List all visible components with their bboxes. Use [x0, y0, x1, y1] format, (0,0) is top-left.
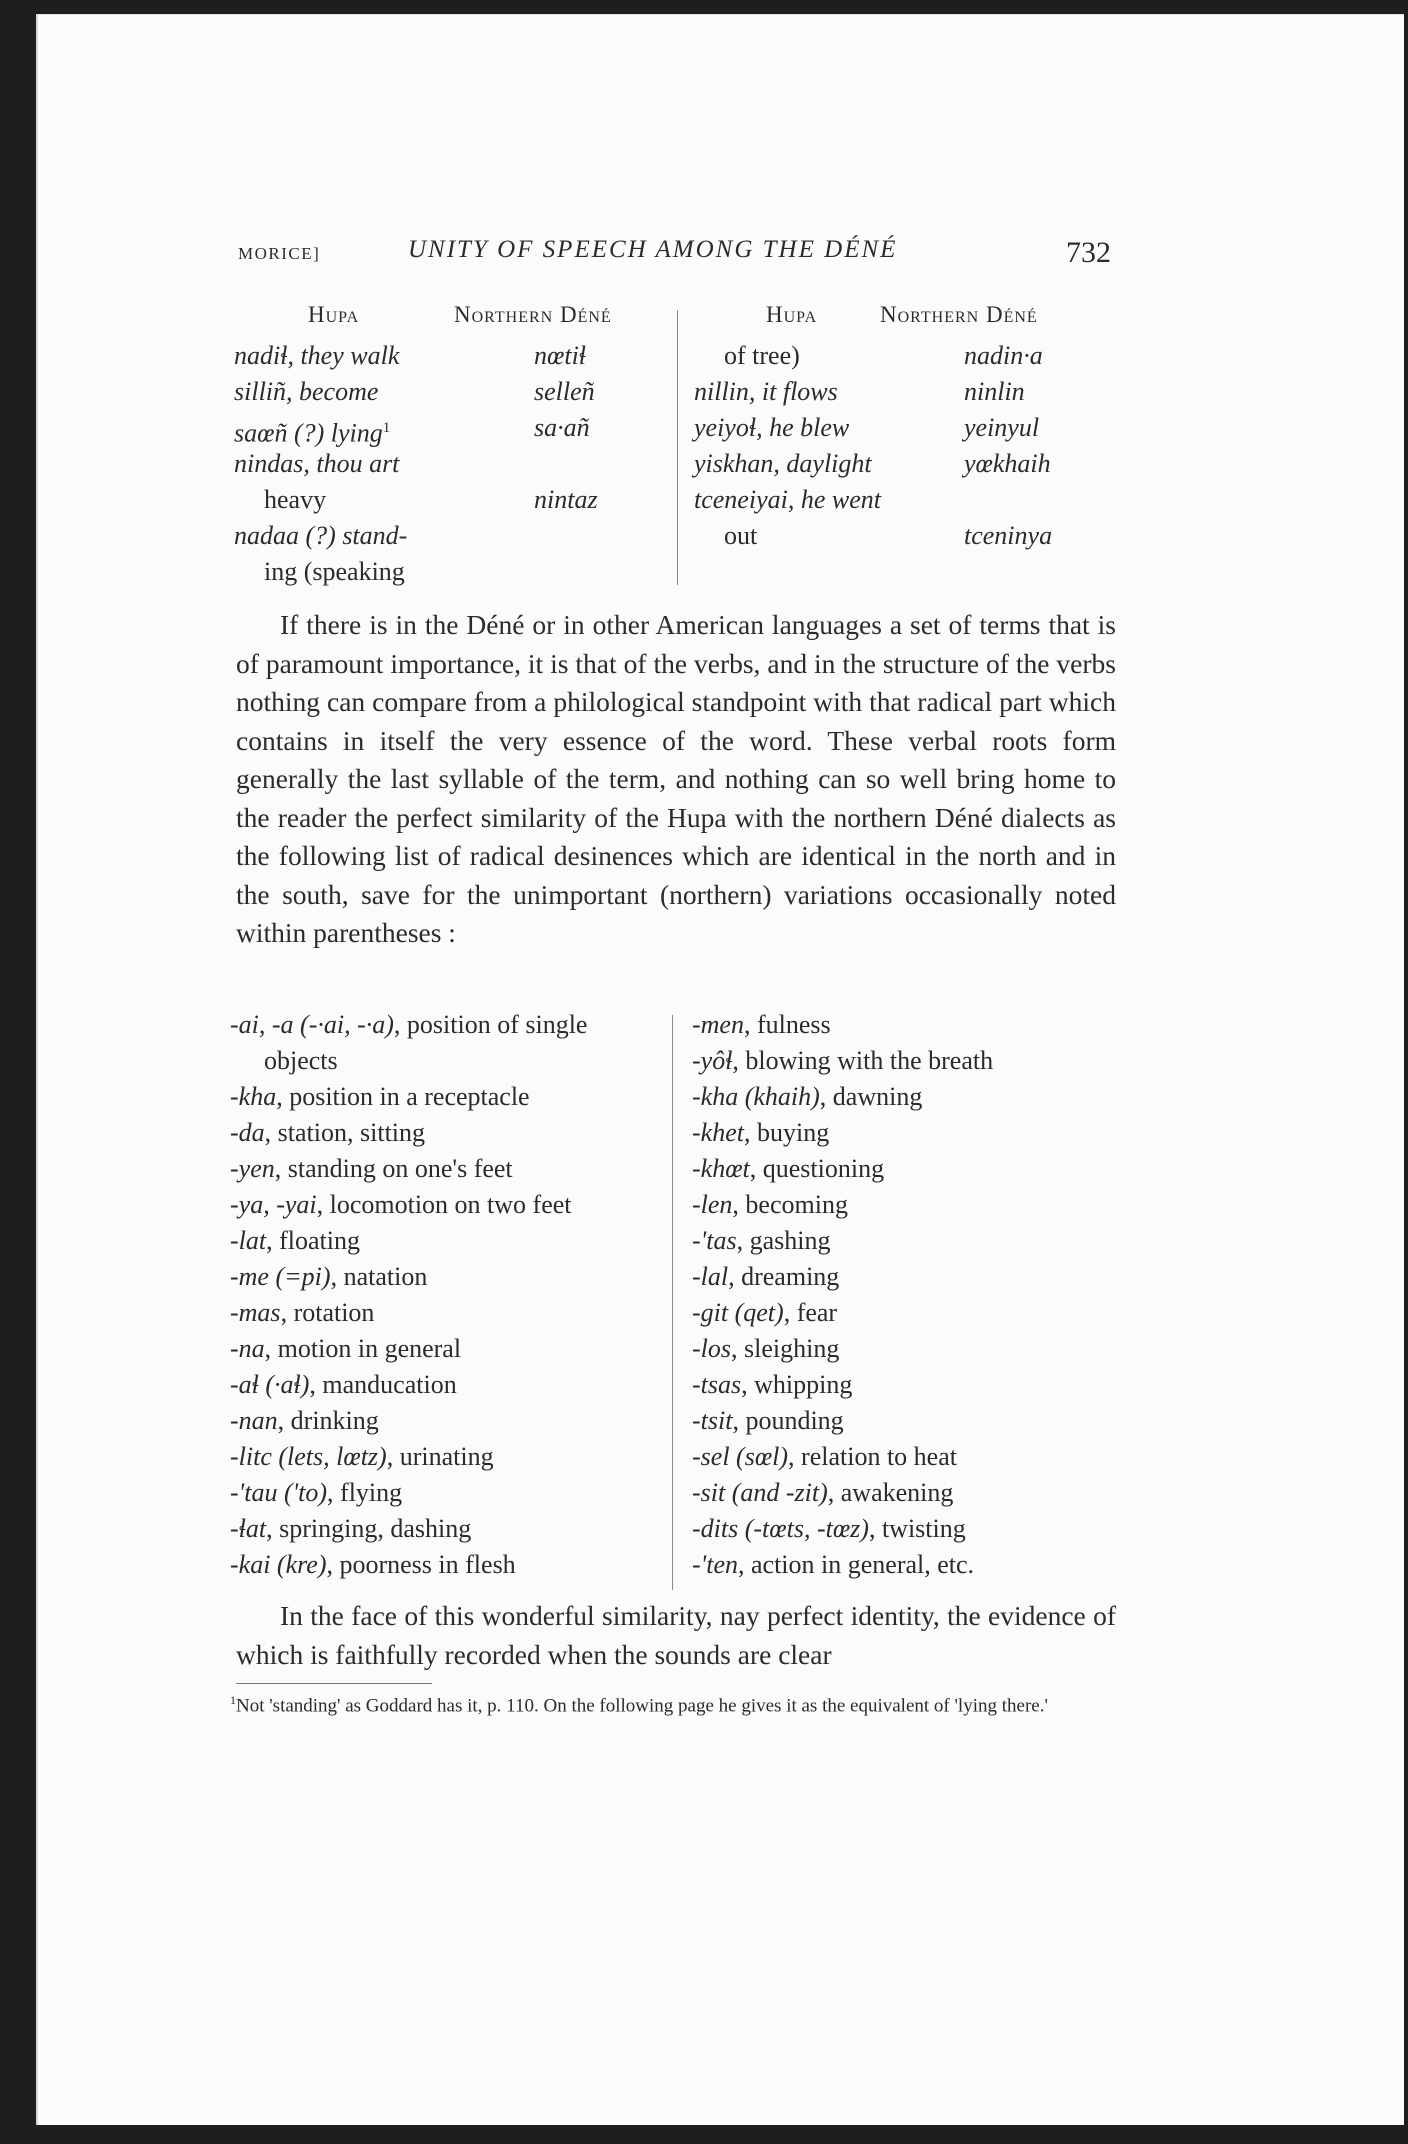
radical-entry [692, 1475, 1112, 1511]
radical-root: -aɬ (·aɬ) [230, 1370, 310, 1399]
radical-root: -len [692, 1190, 733, 1219]
radical-entry [230, 1547, 670, 1583]
radical-root: -yôɬ [692, 1046, 733, 1075]
hupa-term-text: yeiyoɬ, he blew [694, 413, 850, 442]
radical-meaning: , dreaming [728, 1262, 840, 1291]
radical-root: -'tau ('to) [230, 1478, 328, 1507]
radical-entry [230, 1007, 670, 1043]
radical-meaning: , locomotion on two feet [316, 1190, 572, 1219]
radical-meaning: , flying [327, 1478, 403, 1507]
radical-entry [230, 1151, 670, 1187]
footnote [230, 1688, 1116, 1718]
radical-meaning: , poorness in flesh [326, 1550, 516, 1579]
radical-root: -tsas [692, 1370, 742, 1399]
radical-entry [230, 1223, 670, 1259]
radical-root: -men [692, 1010, 744, 1039]
radical-meaning: , position of single [393, 1010, 588, 1039]
radical-meaning: , pounding [732, 1406, 844, 1435]
vocab-row [694, 374, 1118, 410]
col-header-northern: Northern Déné [454, 302, 612, 327]
body-paragraph-1: If there is in the Déné or in other American languages a set of terms that is of paramount importance, it is that of the verbs, and in the structure of the verbs nothing can compare from a philological standpoint with that radical part which contains in itself the very essence of the word. These verbal roots form generally the last syllable of the term, and nothing can so well bring home to the reader the perfect similarity of the Hupa with the northern Déné dialects as the following list of radical desinences which are identical in the north and in the south, save for the unimportant (northern) variations occasionally noted within parentheses : [236, 609, 1116, 948]
radical-entry [230, 1367, 670, 1403]
radical-meaning: , becoming [732, 1190, 848, 1219]
radical-meaning: , relation to heat [788, 1442, 957, 1471]
running-header [0, 236, 1408, 286]
radical-meaning: , springing, dashing [266, 1514, 472, 1543]
radical-entry [230, 1511, 670, 1547]
radical-meaning: , blowing with the breath [732, 1046, 994, 1075]
radical-meaning: , buying [743, 1118, 830, 1147]
radical-entry [230, 1331, 670, 1367]
hupa-term [694, 374, 838, 410]
radical-root: -ai, -a (-·ai, -·a) [230, 1010, 394, 1039]
radical-meaning: , whipping [741, 1370, 853, 1399]
radical-root: -lat [230, 1226, 267, 1255]
vocab-right-column [694, 302, 1118, 554]
hupa-term: heavy [264, 485, 327, 514]
radical-entry [692, 1043, 1112, 1079]
northern-term: sa·añ [534, 413, 590, 442]
radical-meaning: , fulness [743, 1010, 831, 1039]
northern-term: selleñ [534, 377, 595, 406]
radical-entry [692, 1187, 1112, 1223]
vocab-left-column [234, 302, 674, 590]
northern-term: tceninya [964, 521, 1053, 550]
radical-root: -sel (sœl) [692, 1442, 789, 1471]
hupa-term: out [724, 521, 758, 550]
radical-meaning: , questioning [749, 1154, 885, 1183]
radical-entry [230, 1043, 670, 1079]
radical-root: -ɬat [230, 1514, 267, 1543]
vocab-row [234, 410, 674, 446]
hupa-term-text: nindas, thou art [234, 449, 400, 478]
radical-root: -kha (khaih) [692, 1082, 820, 1111]
vocab-row [234, 374, 674, 410]
radical-root: -los [692, 1334, 731, 1363]
col-header-northern: Northern Déné [880, 302, 1038, 327]
radical-root: -nan [230, 1406, 278, 1435]
vocab-row [234, 446, 674, 482]
hupa-term: ing (speaking [264, 557, 405, 586]
hupa-term-text: saœñ (?) lying [234, 418, 383, 448]
radical-root: -git (qet) [692, 1298, 784, 1327]
column-divider [677, 310, 678, 585]
northern-term: nadin·a [964, 341, 1043, 370]
radical-entry [230, 1475, 670, 1511]
radical-entry [230, 1079, 670, 1115]
footnote-marker: 1 [230, 1693, 236, 1707]
col-header-hupa: Hupa [308, 302, 360, 327]
header-author: MORICE] [238, 244, 321, 263]
radical-root: -da [230, 1118, 265, 1147]
radical-entry [692, 1403, 1112, 1439]
hupa-term [694, 482, 881, 518]
radical-entry [692, 1295, 1112, 1331]
radical-meaning: , action in general, etc. [737, 1550, 975, 1579]
hupa-term-text: yiskhan, daylight [694, 449, 872, 478]
radical-root: -lal [692, 1262, 729, 1291]
radical-meaning: , position in a receptacle [276, 1082, 530, 1111]
hupa-term-text: nadaa (?) stand- [234, 521, 408, 550]
radical-root: -yen [230, 1154, 275, 1183]
radical-meaning: , manducation [309, 1370, 457, 1399]
radical-root: -me (=pi) [230, 1262, 331, 1291]
northern-term: nœtiɬ [534, 341, 587, 370]
hupa-term [234, 338, 399, 374]
vocab-row [694, 410, 1118, 446]
radical-meaning: , standing on one's feet [274, 1154, 513, 1183]
vocab-row [234, 554, 674, 590]
vocab-row [234, 482, 674, 518]
radical-meaning: objects [264, 1046, 338, 1075]
vocab-row [234, 518, 674, 554]
hupa-term-text: nillin, it flows [694, 377, 838, 406]
radical-entry [692, 1331, 1112, 1367]
radical-entry [692, 1079, 1112, 1115]
radical-meaning: , urinating [386, 1442, 494, 1471]
radical-meaning: , station, sitting [264, 1118, 426, 1147]
radical-root: -khet [692, 1118, 744, 1147]
header-title: UNITY OF SPEECH AMONG THE DÉNÉ [408, 236, 898, 263]
page-number: 732 [1066, 236, 1111, 269]
radical-root: -'tas [692, 1226, 737, 1255]
vocab-left-header [234, 302, 674, 338]
radical-meaning: , rotation [280, 1298, 375, 1327]
radical-entry [230, 1295, 670, 1331]
radical-root: -'ten [692, 1550, 738, 1579]
col-header-hupa: Hupa [766, 302, 818, 327]
radical-entry [692, 1439, 1112, 1475]
radical-entry [692, 1007, 1112, 1043]
radical-root: -kai (kre) [230, 1550, 327, 1579]
radicals-right-column [692, 1007, 1112, 1583]
radical-entry [230, 1403, 670, 1439]
footnote-marker: 1 [382, 420, 391, 436]
radical-meaning: , fear [783, 1298, 838, 1327]
footnote-rule [236, 1683, 432, 1684]
radical-root: -ya, -yai [230, 1190, 317, 1219]
radical-meaning: , floating [266, 1226, 360, 1255]
hupa-term-text: silliñ, become [234, 377, 379, 406]
radical-root: -na [230, 1334, 265, 1363]
radical-root: -tsit [692, 1406, 733, 1435]
hupa-term [234, 446, 399, 482]
radical-meaning: , sleighing [731, 1334, 840, 1363]
northern-term: nintaz [534, 485, 598, 514]
radical-meaning: , awakening [827, 1478, 954, 1507]
radical-meaning: , drinking [277, 1406, 379, 1435]
vocabulary-table [234, 302, 1118, 590]
radical-entry [692, 1151, 1112, 1187]
radical-entry [230, 1115, 670, 1151]
radical-root: -mas [230, 1298, 281, 1327]
radical-meaning: , natation [330, 1262, 428, 1291]
radical-meaning: , dawning [819, 1082, 923, 1111]
radical-root: -kha [230, 1082, 277, 1111]
radical-root: -khœt [692, 1154, 750, 1183]
northern-term: ninlin [964, 377, 1025, 406]
radical-root: -litc (lets, lœtz) [230, 1442, 387, 1471]
radical-entry [230, 1187, 670, 1223]
hupa-term [694, 446, 872, 482]
radical-meaning: , motion in general [264, 1334, 462, 1363]
vocab-row [694, 518, 1118, 554]
radical-entry [692, 1259, 1112, 1295]
radical-meaning: , gashing [736, 1226, 831, 1255]
radicals-left-column [230, 1007, 670, 1583]
radical-entry [692, 1547, 1112, 1583]
hupa-term-text: nadiɬ, they walk [234, 341, 400, 370]
vocab-row [234, 338, 674, 374]
hupa-term [694, 410, 849, 446]
column-divider [672, 1015, 673, 1590]
body-paragraph-2: In the face of this wonderful similarity, nay perfect identity, the evidence of which is faithfully recorded when the sounds are clear [236, 1600, 1116, 1670]
hupa-term-text: tceneiyai, he went [694, 485, 881, 514]
northern-term: yeinyul [964, 413, 1040, 442]
radical-entry [692, 1511, 1112, 1547]
radical-root: -sit (and -zit) [692, 1478, 828, 1507]
radical-entry [692, 1115, 1112, 1151]
radical-root: -dits (-tœts, -tœz) [692, 1514, 869, 1543]
hupa-term [234, 518, 407, 554]
vocab-row [694, 482, 1118, 518]
northern-term: yœkhaih [964, 449, 1051, 478]
vocab-right-header [694, 302, 1118, 338]
radical-entry [692, 1367, 1112, 1403]
radical-entry [230, 1259, 670, 1295]
radical-entry [692, 1223, 1112, 1259]
hupa-term: of tree) [724, 341, 800, 370]
vocab-row [694, 338, 1118, 374]
vocab-row [694, 446, 1118, 482]
radical-entry [230, 1439, 670, 1475]
footnote-text: Not 'standing' as Goddard has it, p. 110. On the following page he gives it as the equivalent of 'lying there.' [236, 1695, 1048, 1717]
hupa-term [234, 374, 378, 410]
radical-meaning: , twisting [868, 1514, 966, 1543]
